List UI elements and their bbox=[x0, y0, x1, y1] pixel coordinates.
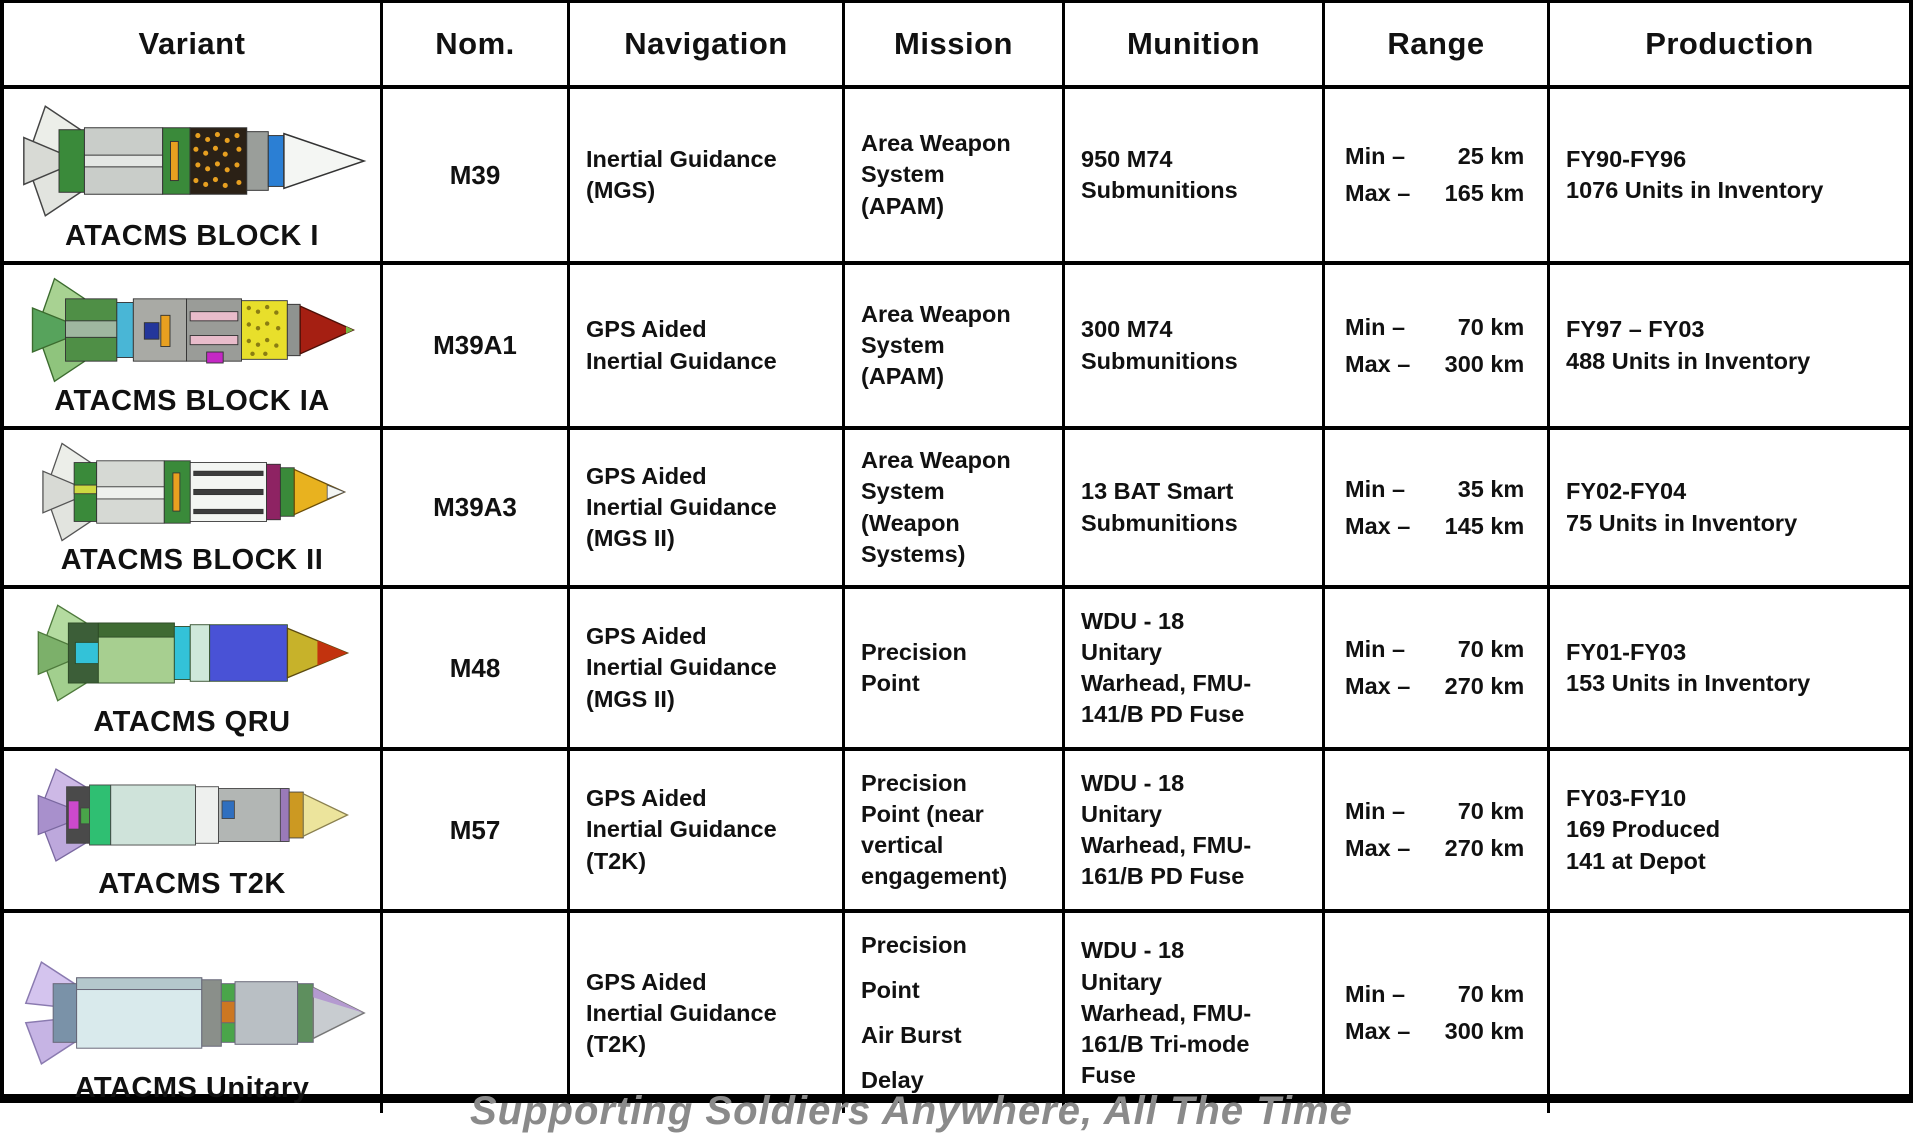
cell-line: Inertial Guidance bbox=[586, 999, 777, 1026]
cell-line: Submunitions bbox=[1081, 177, 1238, 203]
cell-line: GPS Aided bbox=[586, 462, 707, 489]
range-max-label: Max – bbox=[1345, 350, 1411, 377]
cell-line: System bbox=[861, 331, 945, 358]
mission-cell bbox=[845, 913, 1065, 1113]
variant-cell bbox=[4, 913, 383, 1113]
header-label: Production bbox=[1645, 26, 1814, 61]
cell-line: 488 Units in Inventory bbox=[1566, 347, 1811, 374]
variant-cell bbox=[4, 751, 383, 909]
cell-line: GPS Aided bbox=[586, 968, 707, 995]
cell-line: (MGS II) bbox=[586, 525, 675, 551]
header-label: Mission bbox=[894, 26, 1013, 61]
range-cell bbox=[1325, 430, 1550, 585]
cell-line: Fuse bbox=[1081, 1061, 1136, 1088]
table-row-block-i bbox=[4, 89, 1909, 265]
cell-line: (APAM) bbox=[861, 192, 945, 219]
range-cell bbox=[1325, 265, 1550, 426]
cell-line: Warhead, FMU- bbox=[1081, 832, 1252, 858]
cell-line: Unitary bbox=[1081, 800, 1162, 827]
header-cell-mission bbox=[845, 3, 1065, 85]
production-cell bbox=[1550, 430, 1909, 585]
munition-cell bbox=[1065, 89, 1325, 261]
variant-label: ATACMS QRU bbox=[93, 706, 291, 738]
cell-line: (Weapon bbox=[861, 509, 960, 536]
cell-line: Inertial Guidance bbox=[586, 347, 777, 374]
header-cell-range bbox=[1325, 3, 1550, 85]
mission-cell bbox=[845, 751, 1065, 909]
nom-cell bbox=[383, 913, 570, 1113]
cell-line: Precision bbox=[861, 638, 967, 665]
navigation-cell bbox=[570, 751, 845, 909]
cell-line: 153 Units in Inventory bbox=[1566, 670, 1811, 696]
cell-line: Inertial Guidance bbox=[586, 816, 777, 843]
munition-cell bbox=[1065, 430, 1325, 585]
cell-line: Submunitions bbox=[1081, 509, 1238, 536]
table-row-qru bbox=[4, 589, 1909, 751]
cell-line: Unitary bbox=[1081, 638, 1162, 665]
cell-line: System bbox=[861, 161, 945, 188]
range-min-label: Min – bbox=[1345, 636, 1406, 662]
cell-line: FY03-FY10 bbox=[1566, 785, 1687, 812]
cell-line: System bbox=[861, 478, 945, 505]
cell-line: vertical bbox=[861, 832, 944, 858]
munition-cell bbox=[1065, 589, 1325, 747]
cell-line: FY97 – FY03 bbox=[1566, 316, 1705, 343]
cell-line: Unitary bbox=[1081, 968, 1162, 995]
cell-line: Systems) bbox=[861, 540, 966, 567]
range-max-label: Max – bbox=[1345, 512, 1411, 539]
cell-line: WDU - 18 bbox=[1081, 937, 1185, 964]
cell-line: Submunitions bbox=[1081, 347, 1238, 374]
range-cell bbox=[1325, 751, 1550, 909]
range-max-value: 300 km bbox=[1444, 1018, 1525, 1045]
cell-line: Inertial Guidance bbox=[586, 654, 777, 681]
range-min-value: 70 km bbox=[1457, 798, 1525, 824]
variant-cell bbox=[4, 265, 383, 426]
cell-line: FY01-FY03 bbox=[1566, 638, 1687, 665]
range-min-value: 70 km bbox=[1457, 313, 1525, 340]
cell-line: WDU - 18 bbox=[1081, 769, 1185, 796]
range-min-label: Min – bbox=[1345, 143, 1406, 169]
cell-line: 950 M74 bbox=[1081, 145, 1173, 172]
cell-line: GPS Aided bbox=[586, 623, 707, 650]
mission-cell bbox=[845, 89, 1065, 261]
cell-line: GPS Aided bbox=[586, 785, 707, 812]
cell-line: 161/B Tri-mode bbox=[1081, 1030, 1250, 1057]
missile-image-t2k bbox=[16, 762, 368, 868]
range-max-value: 145 km bbox=[1444, 512, 1525, 539]
cell-line: 300 M74 bbox=[1081, 316, 1173, 343]
nom-value: M39A1 bbox=[433, 330, 517, 360]
cell-line: Warhead, FMU- bbox=[1081, 670, 1252, 696]
production-cell bbox=[1550, 913, 1909, 1113]
cell-line: 141 at Depot bbox=[1566, 847, 1706, 874]
header-cell-nom bbox=[383, 3, 570, 85]
cell-line: 161/B PD Fuse bbox=[1081, 863, 1245, 890]
production-cell bbox=[1550, 751, 1909, 909]
variant-cell bbox=[4, 430, 383, 585]
range-min-value: 25 km bbox=[1457, 143, 1525, 169]
nom-value: M48 bbox=[449, 652, 501, 683]
range-max-value: 270 km bbox=[1444, 673, 1525, 699]
range-min-value: 35 km bbox=[1457, 475, 1525, 502]
variant-label: ATACMS Unitary bbox=[74, 1072, 310, 1105]
cell-line: Area Weapon bbox=[861, 447, 1011, 474]
range-min-value: 70 km bbox=[1457, 636, 1525, 662]
cell-line: (MGS) bbox=[586, 177, 656, 203]
header-cell-navigation bbox=[570, 3, 845, 85]
range-cell bbox=[1325, 89, 1550, 261]
cell-line: Precision bbox=[861, 932, 967, 958]
navigation-cell bbox=[570, 89, 845, 261]
header-label: Munition bbox=[1126, 26, 1261, 61]
production-cell bbox=[1550, 589, 1909, 747]
table-row-t2k bbox=[4, 751, 1909, 913]
cell-line: Point bbox=[861, 977, 920, 1004]
navigation-cell bbox=[570, 430, 845, 585]
range-cell bbox=[1325, 589, 1550, 747]
table-row-block-ii bbox=[4, 430, 1909, 589]
cell-line: (MGS II) bbox=[586, 685, 675, 712]
navigation-cell bbox=[570, 265, 845, 426]
navigation-cell bbox=[570, 913, 845, 1113]
header-label: Navigation bbox=[624, 26, 788, 61]
cell-line: GPS Aided bbox=[586, 316, 707, 343]
cell-line: 13 BAT Smart bbox=[1081, 478, 1234, 505]
range-max-value: 165 km bbox=[1444, 180, 1525, 206]
cell-line: Inertial Guidance bbox=[586, 145, 777, 172]
cell-line: Delay bbox=[861, 1067, 924, 1094]
variant-cell bbox=[4, 589, 383, 747]
header-row bbox=[4, 3, 1909, 89]
variant-label: ATACMS BLOCK IA bbox=[54, 385, 330, 417]
nom-cell bbox=[383, 265, 570, 426]
munition-cell bbox=[1065, 751, 1325, 909]
header-cell-production bbox=[1550, 3, 1909, 85]
cell-line: WDU - 18 bbox=[1081, 607, 1185, 634]
nom-cell bbox=[383, 89, 570, 261]
range-max-label: Max – bbox=[1345, 835, 1411, 861]
cell-line: (T2K) bbox=[586, 1030, 647, 1057]
range-max-label: Max – bbox=[1345, 1018, 1411, 1045]
cell-line: 75 Units in Inventory bbox=[1566, 509, 1798, 536]
navigation-cell bbox=[570, 589, 845, 747]
missile-image-unitary bbox=[16, 954, 368, 1072]
range-max-value: 270 km bbox=[1444, 835, 1525, 861]
mission-cell bbox=[845, 265, 1065, 426]
header-label: Nom. bbox=[435, 26, 515, 61]
production-cell bbox=[1550, 265, 1909, 426]
missile-image-block-ia bbox=[16, 275, 368, 385]
missile-image-block-i bbox=[16, 102, 368, 220]
missile-image-block-ii bbox=[16, 440, 368, 544]
header-label: Range bbox=[1387, 26, 1485, 61]
variant-label: ATACMS BLOCK II bbox=[60, 544, 324, 576]
range-min-label: Min – bbox=[1345, 475, 1406, 502]
nom-cell bbox=[383, 589, 570, 747]
mission-cell bbox=[845, 589, 1065, 747]
cell-line: Area Weapon bbox=[861, 300, 1011, 327]
cell-line: (T2K) bbox=[586, 847, 647, 874]
variant-label: ATACMS T2K bbox=[98, 868, 286, 900]
nom-cell bbox=[383, 430, 570, 585]
cell-line: Warhead, FMU- bbox=[1081, 999, 1252, 1026]
production-cell bbox=[1550, 89, 1909, 261]
range-cell bbox=[1325, 913, 1550, 1113]
nom-value: M39A3 bbox=[433, 492, 517, 522]
cell-line: Precision bbox=[861, 769, 967, 796]
table-row-unitary bbox=[4, 913, 1909, 1105]
range-min-value: 70 km bbox=[1457, 981, 1525, 1008]
variant-cell bbox=[4, 89, 383, 261]
cell-line: engagement) bbox=[861, 863, 1008, 890]
nom-cell bbox=[383, 751, 570, 909]
header-cell-munition bbox=[1065, 3, 1325, 85]
variant-label: ATACMS BLOCK I bbox=[64, 220, 319, 252]
range-max-label: Max – bbox=[1345, 180, 1411, 206]
range-min-label: Min – bbox=[1345, 313, 1406, 340]
cell-line: Area Weapon bbox=[861, 130, 1011, 157]
cell-line: 169 Produced bbox=[1566, 816, 1721, 843]
range-max-value: 300 km bbox=[1444, 350, 1525, 377]
missile-image-qru bbox=[16, 600, 368, 706]
cell-line: FY90-FY96 bbox=[1566, 145, 1687, 172]
cell-line: Point bbox=[861, 670, 920, 696]
table-row-block-ia bbox=[4, 265, 1909, 430]
cell-line: 141/B PD Fuse bbox=[1081, 701, 1245, 728]
munition-cell bbox=[1065, 265, 1325, 426]
nom-value: M57 bbox=[449, 814, 501, 845]
range-min-label: Min – bbox=[1345, 981, 1406, 1008]
nom-value: M39 bbox=[449, 159, 501, 190]
cell-line: FY02-FY04 bbox=[1566, 478, 1687, 505]
range-max-label: Max – bbox=[1345, 673, 1411, 699]
range-min-label: Min – bbox=[1345, 798, 1406, 824]
cell-line: Inertial Guidance bbox=[586, 493, 777, 520]
cell-line: Point (near bbox=[861, 800, 984, 827]
munition-cell bbox=[1065, 913, 1325, 1113]
cell-line: (APAM) bbox=[861, 363, 945, 389]
mission-cell bbox=[845, 430, 1065, 585]
cell-line: Air Burst bbox=[861, 1022, 962, 1049]
header-label: Variant bbox=[138, 26, 246, 61]
cell-line: 1076 Units in Inventory bbox=[1566, 177, 1824, 203]
footer-motto-partial: Supporting Soldiers Anywhere, All The Time bbox=[470, 1089, 1353, 1133]
header-cell-variant bbox=[4, 3, 383, 85]
